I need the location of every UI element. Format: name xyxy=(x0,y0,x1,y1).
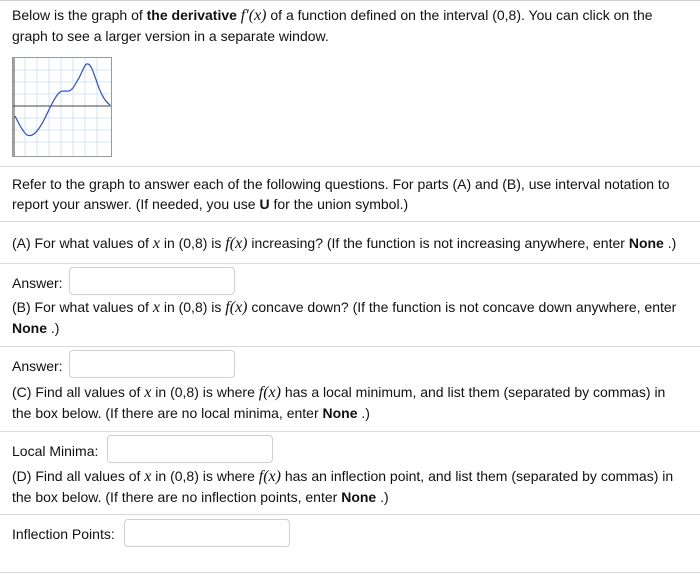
bottom-border xyxy=(0,572,700,573)
question-b-t4: .) xyxy=(47,320,60,336)
separator-4 xyxy=(0,346,700,347)
question-b-t2: in (0,8) is xyxy=(159,299,226,315)
question-c-t2: in (0,8) is where xyxy=(151,384,259,400)
question-d-t1: (D) Find all values of xyxy=(12,468,145,484)
question-d-text xyxy=(12,466,688,507)
question-d-math-fx: f(x) xyxy=(258,468,281,485)
instructions-part1: Refer to the graph to answer each of the following questions. For parts (A) and (B), use interval notation to report your answer. (If needed, you use xyxy=(12,176,670,212)
answer-b-label: Answer: xyxy=(12,358,63,374)
local-minima-label: Local Minima: xyxy=(12,443,99,459)
question-c-t1: (C) Find all values of xyxy=(12,384,145,400)
question-b-math-fx: f(x) xyxy=(225,299,248,316)
question-c-bold: None xyxy=(322,405,358,421)
question-d-t3: has an inflection point, and list them (separated by commas) in the box below. (If there are no inflection points, enter xyxy=(12,468,674,505)
question-a-t2: in (0,8) is xyxy=(159,235,226,251)
question-b-text xyxy=(12,297,688,338)
question-a-text xyxy=(12,233,688,254)
question-c-t4: .) xyxy=(357,405,370,421)
inflection-points-input[interactable] xyxy=(124,519,290,547)
question-a-math-x: x xyxy=(152,235,160,252)
question-b-bold: None xyxy=(12,320,47,336)
inflection-points-label: Inflection Points: xyxy=(12,526,115,542)
instructions-part2: for the union symbol.) xyxy=(269,196,409,212)
intro-bold: the derivative xyxy=(146,7,237,23)
local-minima-input[interactable] xyxy=(107,435,273,463)
intro-text-part1: Below is the graph of xyxy=(12,7,147,23)
question-a-t3: increasing? (If the function is not increasing anywhere, enter xyxy=(247,235,629,251)
answer-a-input[interactable] xyxy=(69,267,235,295)
separator-1 xyxy=(0,166,700,167)
question-b-math-x: x xyxy=(152,299,160,316)
derivative-graph-svg xyxy=(13,58,111,156)
separator-2 xyxy=(0,221,700,222)
question-d-math-x: x xyxy=(144,468,152,485)
answer-a-label: Answer: xyxy=(12,275,63,291)
question-c-math-x: x xyxy=(144,384,152,401)
answer-b-input[interactable] xyxy=(69,350,235,378)
derivative-curve xyxy=(15,64,110,136)
question-a-math-fx: f(x) xyxy=(225,235,248,252)
intro-text xyxy=(12,5,688,46)
question-b-t1: (B) For what values of xyxy=(12,299,153,315)
question-c-t3: has a local minimum, and list them (separated by commas) in the box below. (If there are no local minima, enter xyxy=(12,384,666,421)
question-c-text xyxy=(12,382,688,423)
top-border xyxy=(0,0,700,1)
question-a-t1: (A) For what values of xyxy=(12,235,153,251)
separator-6 xyxy=(0,514,700,515)
derivative-graph-thumbnail[interactable] xyxy=(12,57,112,157)
question-b-t3: concave down? (If the function is not concave down anywhere, enter xyxy=(247,299,677,315)
separator-3 xyxy=(0,263,700,264)
instructions-bold: U xyxy=(259,196,270,212)
separator-5 xyxy=(0,431,700,432)
intro-text-part2: of a function defined on the interval (0,8). You can click on the graph to see a larger version in a separate window. xyxy=(12,7,653,44)
instructions-text xyxy=(12,174,688,214)
question-a-t4: .) xyxy=(663,235,677,251)
question-d-t4: .) xyxy=(376,489,389,505)
question-a-bold: None xyxy=(628,235,664,251)
question-c-math-fx: f(x) xyxy=(258,384,281,401)
intro-math: f′(x) xyxy=(240,7,267,24)
question-d-bold: None xyxy=(341,489,377,505)
question-d-t2: in (0,8) is where xyxy=(151,468,259,484)
graph-grid xyxy=(13,58,111,156)
